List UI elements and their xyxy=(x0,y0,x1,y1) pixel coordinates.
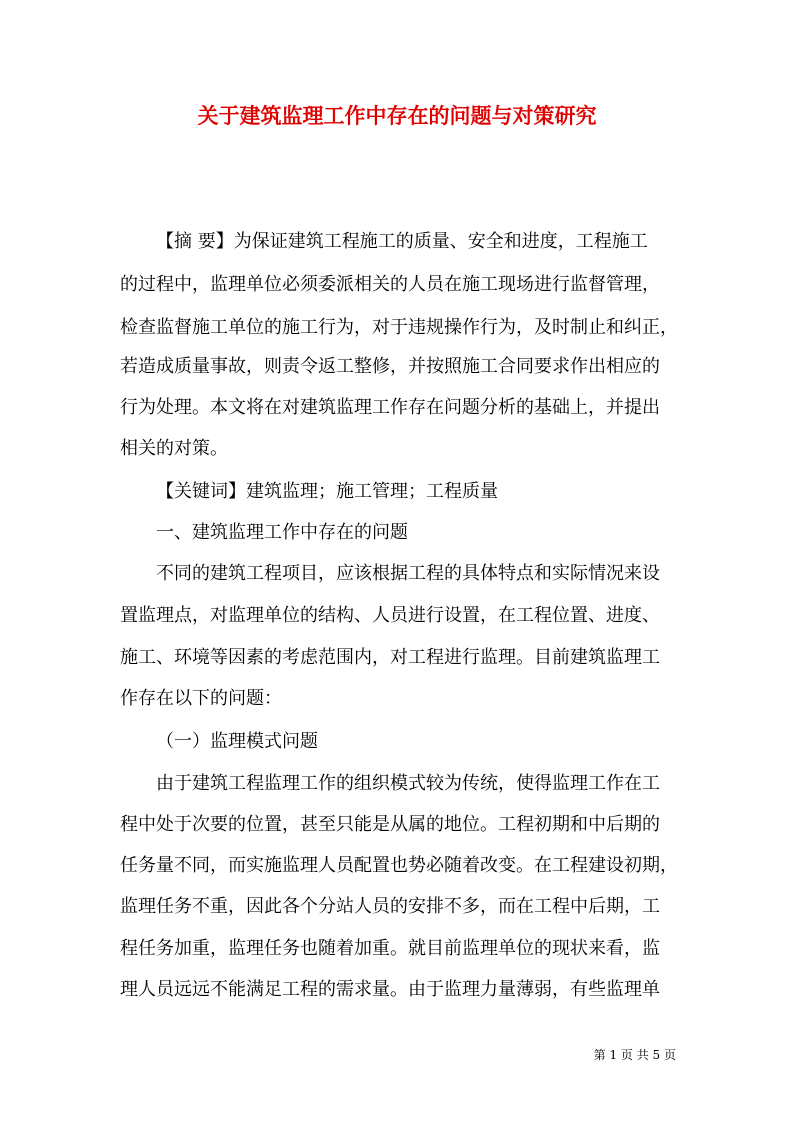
body-line: 程中处于次要的位置，甚至只能是从属的地位。工程初期和中后期的 xyxy=(120,814,660,835)
abstract-line: 相关的对策。 xyxy=(120,438,228,459)
body-line: 施工、环境等因素的考虑范围内，对工程进行监理。目前建筑监理工 xyxy=(120,647,660,668)
body-line: 由于建筑工程监理工作的组织模式较为传统，使得监理工作在工 xyxy=(156,773,660,794)
body-line: 置监理点，对监理单位的结构、人员进行设置，在工程位置、进度、 xyxy=(120,605,660,626)
body-line: 任务量不同，而实施监理人员配置也势必随着改变。在工程建设初期， xyxy=(120,855,678,876)
document-title: 关于建筑监理工作中存在的问题与对策研究 xyxy=(197,103,597,128)
body-line: 不同的建筑工程项目，应该根据工程的具体特点和实际情况来设 xyxy=(156,563,660,584)
body-line: 监理任务不重，因此各个分站人员的安排不多，而在工程中后期，工 xyxy=(120,896,660,917)
section-heading: 一、建筑监理工作中存在的问题 xyxy=(156,522,408,543)
body-line: 作存在以下的问题： xyxy=(120,688,282,709)
abstract-line: 的过程中，监理单位必须委派相关的人员在施工现场进行监督管理， xyxy=(120,274,660,295)
keywords-line: 【关键词】建筑监理；施工管理；工程质量 xyxy=(156,481,498,502)
abstract-line: 【摘 要】为保证建筑工程施工的质量、安全和进度，工程施工 xyxy=(156,231,648,252)
subsection-heading: （一）监理模式问题 xyxy=(156,731,318,752)
page-number: 第 1 页 共 5 页 xyxy=(593,1048,676,1062)
abstract-line: 检查监督施工单位的施工行为，对于违规操作行为，及时制止和纠正， xyxy=(120,317,678,338)
body-line: 理人员远远不能满足工程的需求量。由于监理力量薄弱，有些监理单 xyxy=(120,979,660,1000)
abstract-line: 若造成质量事故，则责令返工整修，并按照施工合同要求作出相应的 xyxy=(120,356,660,377)
abstract-line: 行为处理。本文将在对建筑监理工作存在问题分析的基础上，并提出 xyxy=(120,397,660,418)
body-line: 程任务加重，监理任务也随着加重。就目前监理单位的现状来看，监 xyxy=(120,938,660,959)
